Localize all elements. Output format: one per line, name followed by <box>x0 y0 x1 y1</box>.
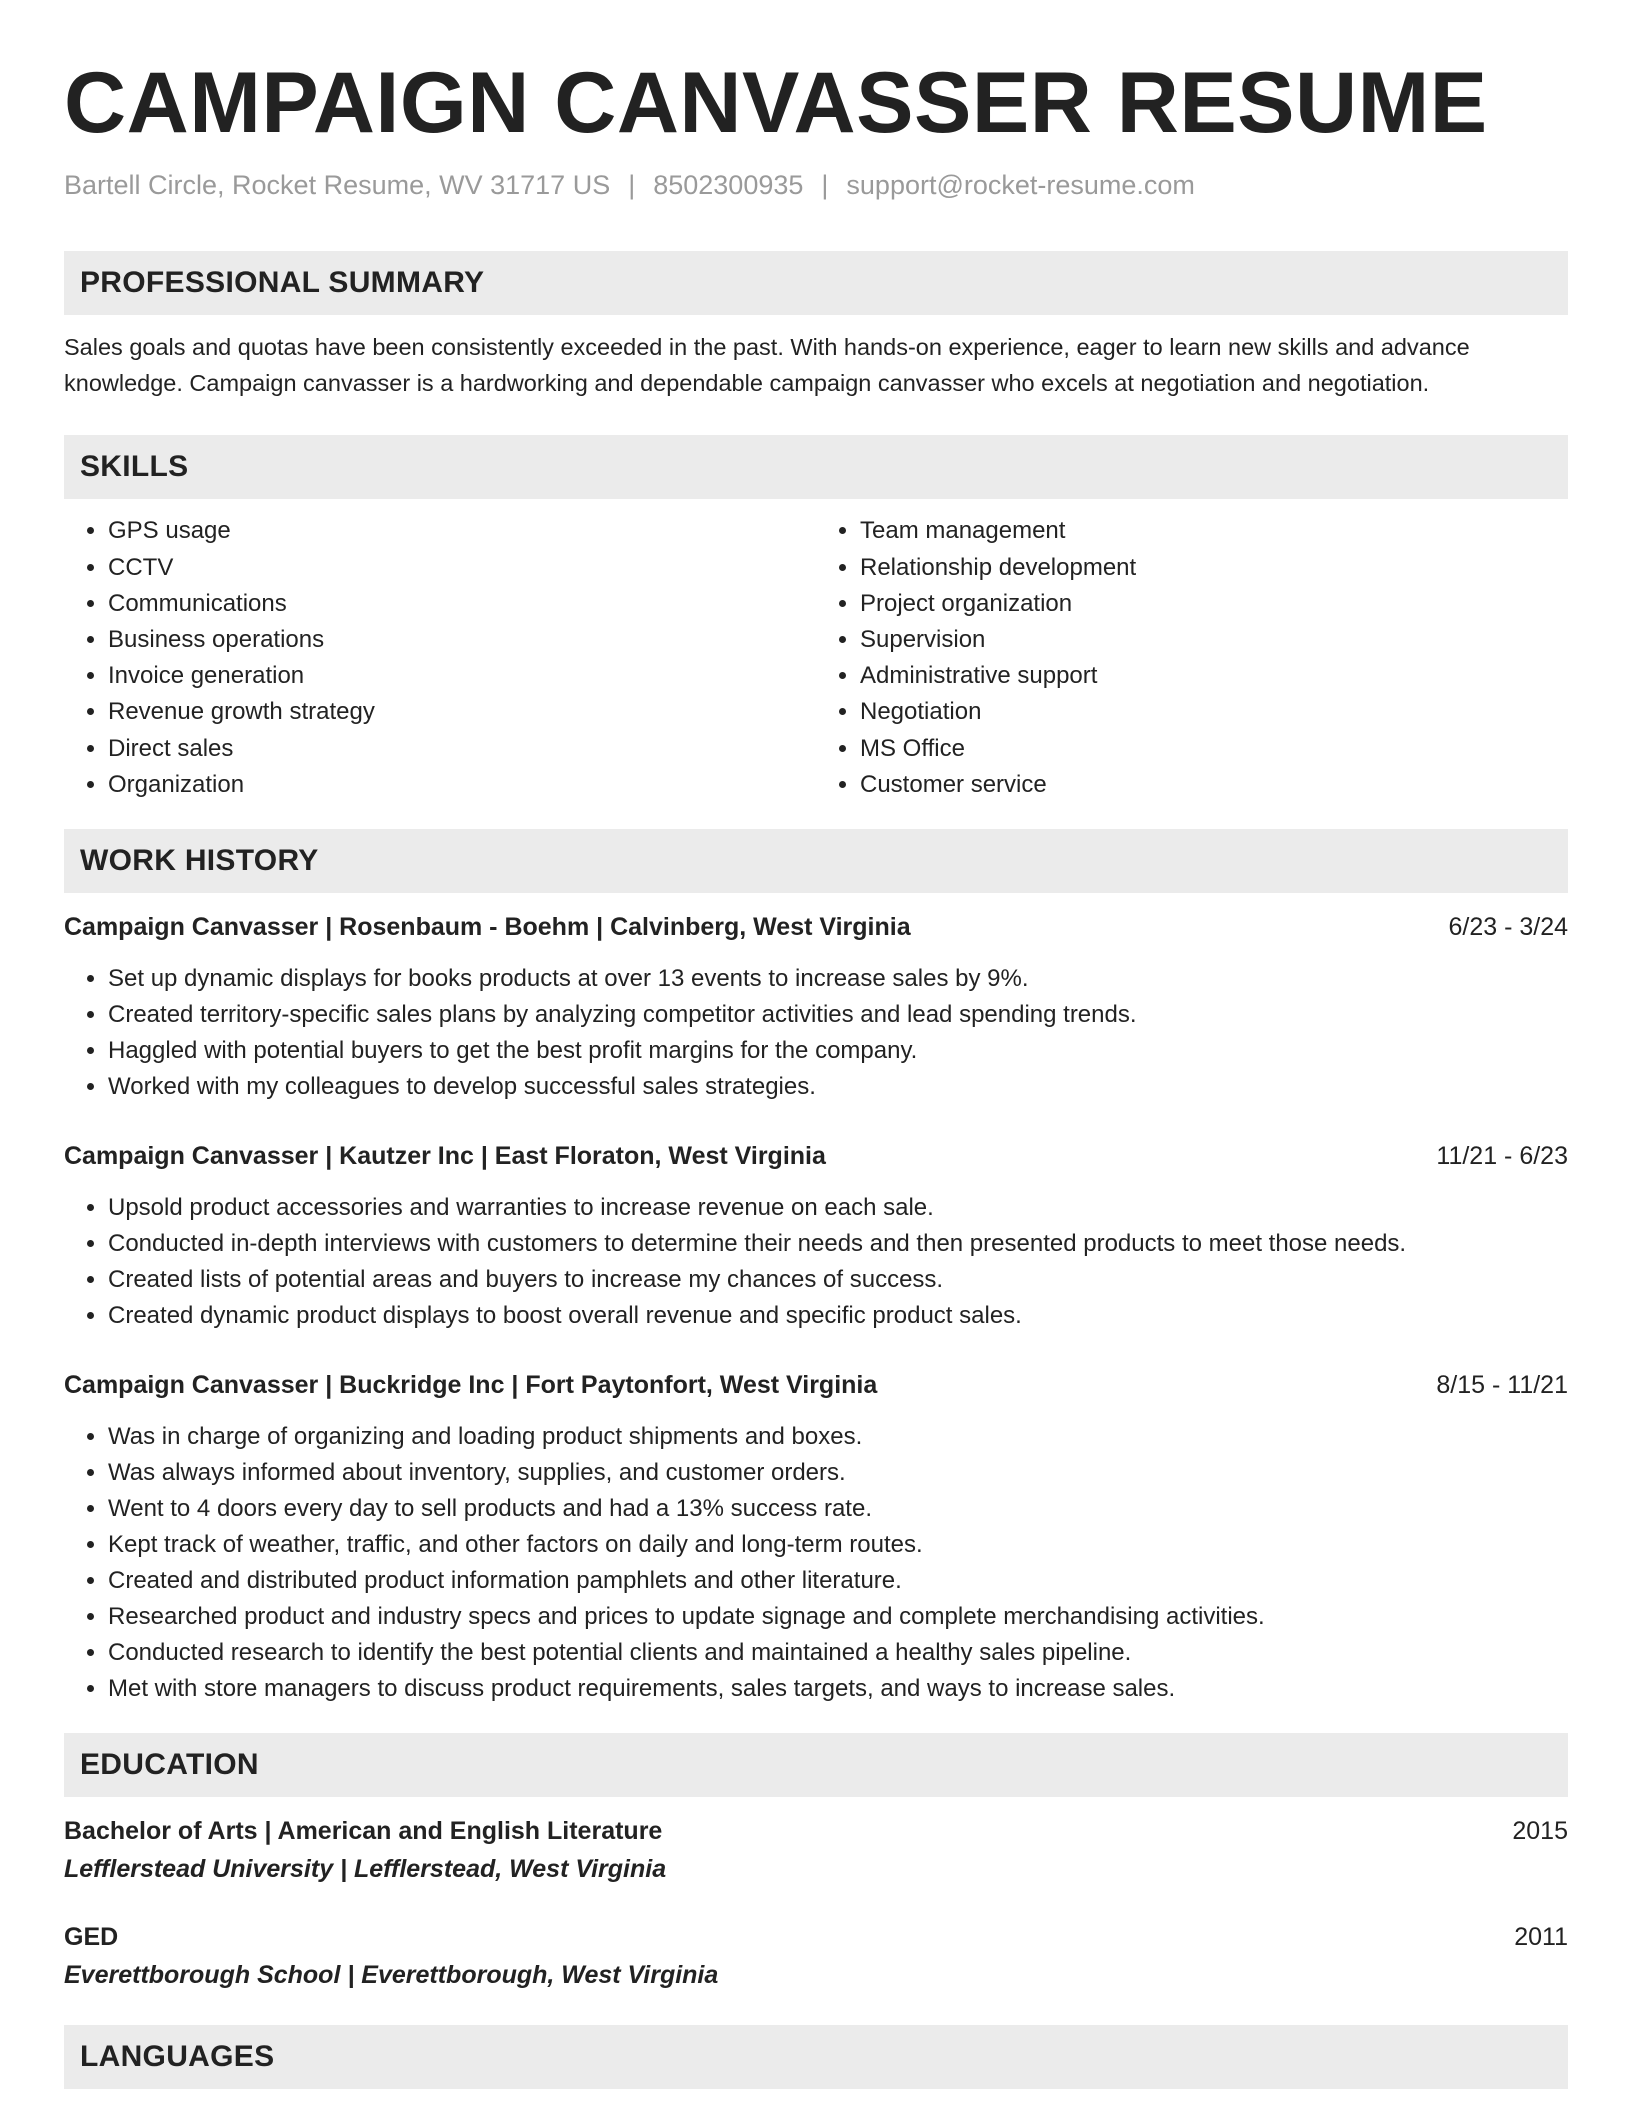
skill-item: • Administrative support <box>860 658 1568 694</box>
job-dates: 6/23 - 3/24 <box>1448 912 1568 941</box>
education-entry <box>64 1813 1568 1889</box>
job-title: Campaign Canvasser | Rosenbaum - Boehm | Calvinberg, West Virginia <box>64 912 911 941</box>
skill-item: • CCTV <box>108 550 816 586</box>
job-entry <box>64 909 1568 1105</box>
job-title: Campaign Canvasser | Buckridge Inc | Fort Paytonfort, West Virginia <box>64 1370 878 1399</box>
skill-item: • Project organization <box>860 586 1568 622</box>
job-bullet: • Went to 4 doors every day to sell products and had a 13% success rate. <box>108 1491 1568 1527</box>
job-bullets <box>64 961 1568 1105</box>
job-bullet: • Created dynamic product displays to boost overall revenue and specific product sales. <box>108 1298 1568 1334</box>
skill-item: • Direct sales <box>108 731 816 767</box>
skill-item: • Communications <box>108 586 816 622</box>
job-entry <box>64 1138 1568 1334</box>
job-bullet: • Upsold product accessories and warranties to increase revenue on each sale. <box>108 1190 1568 1226</box>
contact-phone: 8502300935 <box>653 170 804 201</box>
education-entry <box>64 1919 1568 1995</box>
education-degree: GED <box>64 1922 119 1951</box>
job-bullet: • Researched product and industry specs and prices to update signage and complete merchandising activities. <box>108 1599 1568 1635</box>
skill-item: • MS Office <box>860 731 1568 767</box>
skills-list <box>64 513 1568 803</box>
contact-address: Bartell Circle, Rocket Resume, WV 31717 US <box>64 170 611 201</box>
summary-text: Sales goals and quotas have been consistently exceeded in the past. With hands-on experience, eager to learn new skills and advance knowledge. Campaign canvasser is a hardworking and dependable campaign canvasser who excels at negotiation and negotiation. <box>64 334 1470 397</box>
skill-item: • Relationship development <box>860 550 1568 586</box>
contact-separator: | <box>628 170 636 201</box>
section-heading-skills: SKILLS <box>64 435 1568 499</box>
job-bullet: • Conducted in-depth interviews with customers to determine their needs and then presented products to meet those needs. <box>108 1226 1568 1262</box>
skill-item: • Invoice generation <box>108 658 816 694</box>
job-entry <box>64 1367 1568 1707</box>
skill-item: • Negotiation <box>860 694 1568 730</box>
education-year: 2011 <box>1514 1922 1568 1951</box>
job-bullets <box>64 1419 1568 1707</box>
education-year: 2015 <box>1512 1816 1568 1845</box>
skill-item: • Customer service <box>860 767 1568 803</box>
job-bullet: • Kept track of weather, traffic, and other factors on daily and long-term routes. <box>108 1527 1568 1563</box>
job-bullet: • Was always informed about inventory, supplies, and customer orders. <box>108 1455 1568 1491</box>
education-school: Lefflerstead University | Lefflerstead, West Virginia <box>64 1854 667 1883</box>
job-bullet: • Worked with my colleagues to develop successful sales strategies. <box>108 1069 1568 1105</box>
job-dates: 11/21 - 6/23 <box>1436 1141 1568 1170</box>
job-bullet: • Created and distributed product information pamphlets and other literature. <box>108 1563 1568 1599</box>
job-bullet: • Was in charge of organizing and loading product shipments and boxes. <box>108 1419 1568 1455</box>
job-title: Campaign Canvasser | Kautzer Inc | East Floraton, West Virginia <box>64 1141 826 1170</box>
contact-email: support@rocket-resume.com <box>846 170 1195 201</box>
skill-item: • Business operations <box>108 622 816 658</box>
section-heading-languages: LANGUAGES <box>64 2025 1568 2089</box>
contact-separator: | <box>821 170 829 201</box>
education-degree: Bachelor of Arts | American and English Literature <box>64 1816 663 1845</box>
section-heading-summary: PROFESSIONAL SUMMARY <box>64 251 1568 315</box>
contact-line <box>64 170 1568 201</box>
job-dates: 8/15 - 11/21 <box>1436 1370 1568 1399</box>
skills-column-right <box>816 513 1568 803</box>
education-school: Everettborough School | Everettborough, West Virginia <box>64 1960 719 1989</box>
section-heading-education: EDUCATION <box>64 1733 1568 1797</box>
section-heading-work-history: WORK HISTORY <box>64 829 1568 893</box>
job-bullet: • Haggled with potential buyers to get the best profit margins for the company. <box>108 1033 1568 1069</box>
job-bullet: • Created territory-specific sales plans by analyzing competitor activities and lead spending trends. <box>108 997 1568 1033</box>
skill-item: • Revenue growth strategy <box>108 694 816 730</box>
skill-item: • GPS usage <box>108 513 816 549</box>
job-bullet: • Created lists of potential areas and buyers to increase my chances of success. <box>108 1262 1568 1298</box>
skills-column-left <box>64 513 816 803</box>
skill-item: • Supervision <box>860 622 1568 658</box>
job-bullets <box>64 1190 1568 1334</box>
job-bullet: • Met with store managers to discuss product requirements, sales targets, and ways to increase sales. <box>108 1671 1568 1707</box>
skill-item: • Team management <box>860 513 1568 549</box>
skill-item: • Organization <box>108 767 816 803</box>
resume-title: CAMPAIGN CANVASSER RESUME <box>64 55 1488 151</box>
job-bullet: • Conducted research to identify the best potential clients and maintained a healthy sales pipeline. <box>108 1635 1568 1671</box>
job-bullet: • Set up dynamic displays for books products at over 13 events to increase sales by 9%. <box>108 961 1568 997</box>
